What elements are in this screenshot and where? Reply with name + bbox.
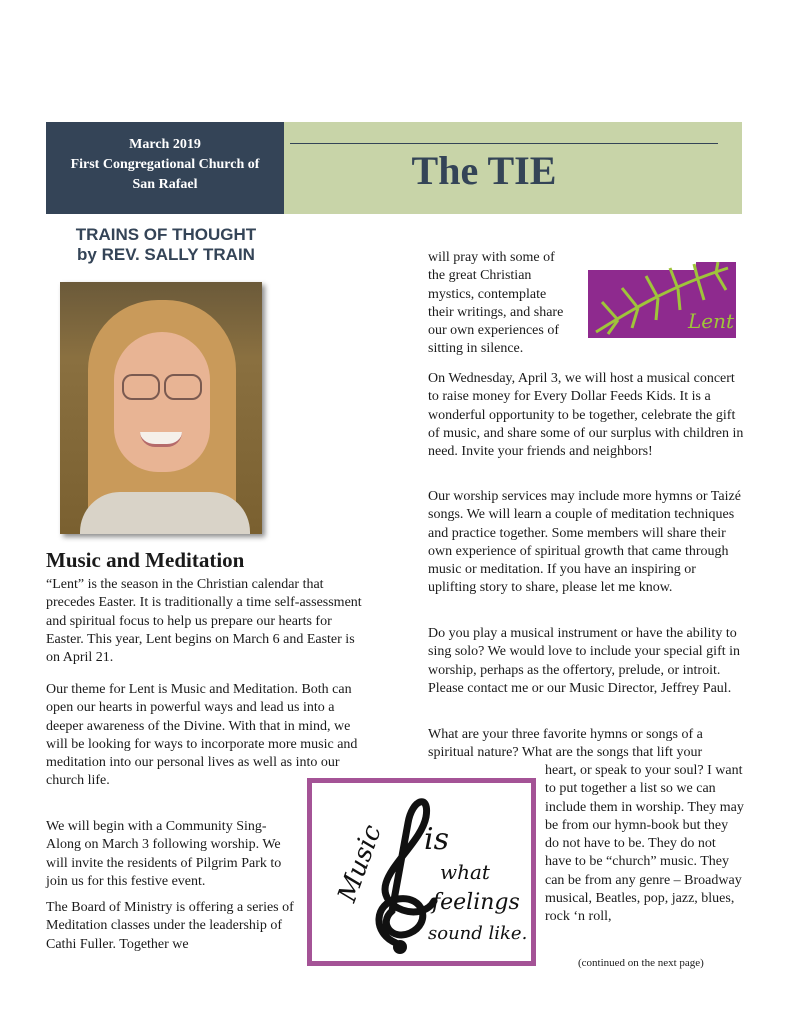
article-paragraph: On Wednesday, April 3, we will host a musical concert to raise money for Every Dollar Feeds Kids. It is a wonderful opportunity to be together, celebrate the gift of music, and share some of our surplus with children in need. Invite your friends and neighbors! <box>428 371 744 460</box>
svg-text:sound like.: sound like. <box>428 923 528 944</box>
church-city: San Rafael <box>132 177 198 192</box>
music-quote-graphic <box>307 778 536 966</box>
svg-text:what: what <box>440 860 490 884</box>
column-byline: by REV. SALLY TRAIN <box>77 245 255 264</box>
column-header <box>46 225 286 265</box>
svg-text:feelings: feelings <box>432 890 520 915</box>
article-paragraph: Do you play a musical instrument or have the ability to sing solo? We would love to include your special gift in worship, perhaps as the offertory, prelude, or introit. Please contact me or our Music Director, Jeffrey Paul. <box>428 626 741 696</box>
article-paragraph: The Board of Ministry is offering a series of Meditation classes under the leadership of Cathi Fuller. Together we <box>46 900 294 952</box>
svg-text:Lent: Lent <box>688 309 735 333</box>
lent-graphic <box>588 262 736 338</box>
article-heading: Music and Meditation <box>46 548 245 572</box>
article-paragraph: What are your three favorite hymns or songs of a spiritual nature? What are the songs that lift your <box>428 727 703 761</box>
article-paragraph: We will begin with a Community Sing-Along on March 3 following worship. We will invite the residents of Pilgrim Park to join us for this festive event. <box>46 819 282 889</box>
article-paragraph: Our theme for Lent is Music and Meditation. Both can open our hearts in powerful ways and lead us into a deeper awareness of the Divine. With that in mind, we will be looking for ways to incorporate more music and meditation into our personal lives as well as into our church life. <box>46 682 358 789</box>
article-paragraph: will pray with some of the great Christian mystics, contemplate their writings, and share our own experiences of sitting in silence. <box>428 250 564 357</box>
issue-date: March 2019 <box>129 137 201 152</box>
treble-clef-icon <box>312 783 531 961</box>
article-paragraph: Our worship services may include more hymns or Taizé songs. We will learn a couple of meditation techniques and practice together. Some members will share their own experience of spiritual growth that came through music or meditation. If you have an inspiring or uplifting story to share, please let me know. <box>428 489 741 596</box>
article-paragraph: heart, or speak to your soul? I want to put together a list so we can include them in worship. They may be from our hymn-book but they do not have to be. They do not have to be “church” music. They can be from any genre – Broadway musical, Beatles, pop, jazz, blues, rock ‘n roll, <box>545 763 744 925</box>
church-name: First Congregational Church of <box>70 157 260 172</box>
article-paragraph: “Lent” is the season in the Christian calendar that precedes Easter. It is traditionally a time self-assessment and spiritual focus to help us prepare our hearts for Easter. This year, Lent begins on March 6 and Easter is on April 21. <box>46 577 362 666</box>
masthead-rule <box>290 143 718 144</box>
svg-text:Music: Music <box>332 820 388 907</box>
palm-leaf-icon <box>588 262 736 338</box>
column-title: TRAINS OF THOUGHT <box>75 225 257 244</box>
continued-note: (continued on the next page) <box>578 957 704 969</box>
newsletter-title: The TIE <box>411 148 557 193</box>
author-photo <box>60 282 262 534</box>
masthead-info <box>46 122 284 214</box>
svg-text:is: is <box>424 822 449 857</box>
